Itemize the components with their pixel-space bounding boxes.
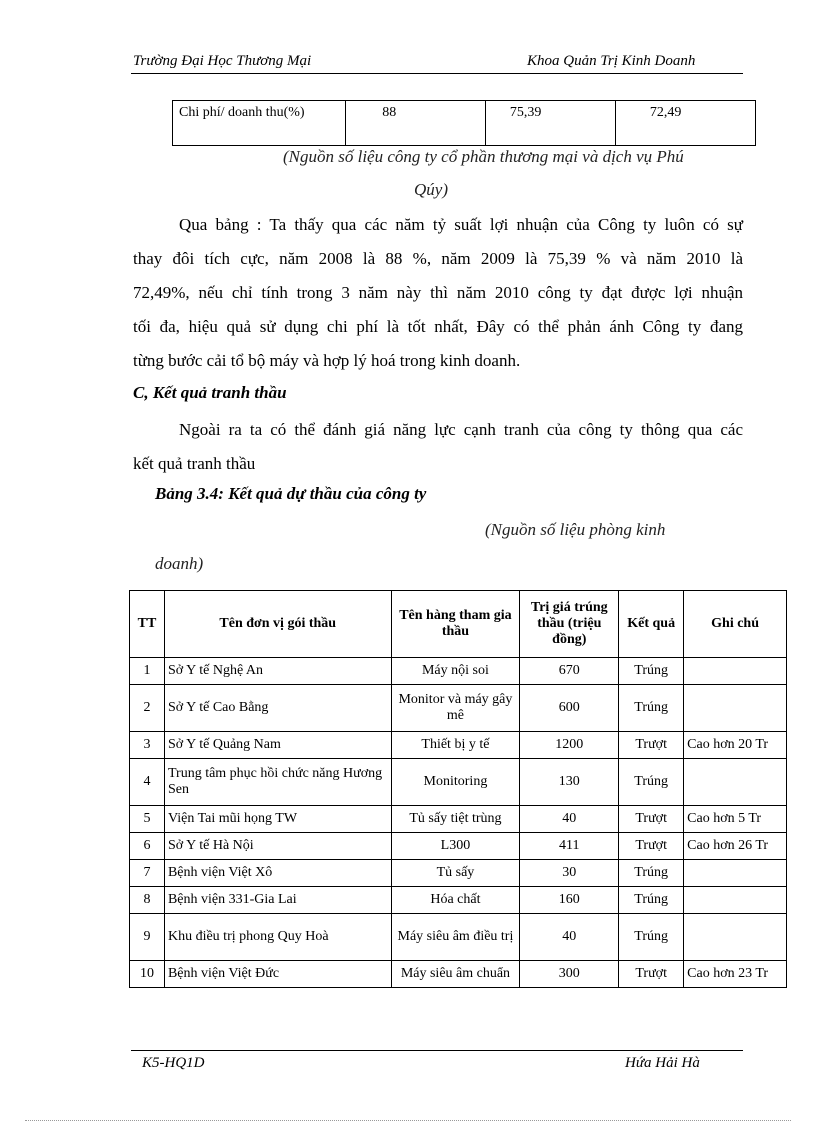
- table-row: [130, 759, 787, 806]
- column-header-note: Ghi chú: [684, 591, 787, 658]
- analysis-paragraph: [133, 208, 743, 378]
- header-school-name: Trường Đại Học Thương Mại: [133, 53, 312, 69]
- table-row: [130, 806, 787, 833]
- cell-note: [684, 914, 787, 961]
- cell-value: 600: [520, 685, 619, 732]
- table-row: [130, 833, 787, 860]
- cell-result: Trượt: [619, 961, 684, 988]
- cell-item: Thiết bị y tế: [391, 732, 520, 759]
- cell-tt: 1: [130, 658, 165, 685]
- cell-note: Cao hơn 23 Tr: [684, 961, 787, 988]
- cell-result: Trượt: [619, 833, 684, 860]
- cell-unit: Viện Tai mũi họng TW: [164, 806, 391, 833]
- cell-item: L300: [391, 833, 520, 860]
- table-cell-2010: 72,49: [615, 101, 755, 146]
- table-cell-label: Chi phí/ doanh thu(%): [173, 101, 346, 146]
- source-note-2-line2: doanh): [155, 554, 204, 573]
- cell-item: Tủ sấy: [391, 860, 520, 887]
- cell-value: 40: [520, 914, 619, 961]
- source-note-1-line1: (Nguồn số liệu công ty cổ phần thương mại và dịch vụ Phú: [283, 147, 684, 166]
- column-header-result: Kết quả: [619, 591, 684, 658]
- cell-result: Trúng: [619, 658, 684, 685]
- cell-unit: Bệnh viện 331-Gia Lai: [164, 887, 391, 914]
- cell-value: 160: [520, 887, 619, 914]
- cell-unit: Sở Y tế Nghệ An: [164, 658, 391, 685]
- cell-item: Monitoring: [391, 759, 520, 806]
- table-row: [130, 887, 787, 914]
- paragraph-line: 72,49%, nếu chỉ tính trong 3 năm này thì năm 2010 công ty đạt được lợi nhuận: [133, 283, 743, 302]
- table-row: [130, 860, 787, 887]
- cell-value: 1200: [520, 732, 619, 759]
- intro-paragraph: [133, 413, 743, 481]
- table-row: [130, 914, 787, 961]
- table-cell-2009: 75,39: [485, 101, 615, 146]
- cell-result: Trượt: [619, 732, 684, 759]
- section-heading: C, Kết quả tranh thầu: [133, 383, 287, 402]
- footer-class-code: K5-HQ1D: [142, 1055, 205, 1071]
- header-faculty-name: Khoa Quản Trị Kinh Doanh: [527, 53, 696, 69]
- cell-result: Trúng: [619, 860, 684, 887]
- cell-note: Cao hơn 5 Tr: [684, 806, 787, 833]
- cell-tt: 10: [130, 961, 165, 988]
- cell-unit: Sở Y tế Quảng Nam: [164, 732, 391, 759]
- cell-tt: 4: [130, 759, 165, 806]
- page-edge-divider: [25, 1120, 791, 1121]
- cell-result: Trúng: [619, 914, 684, 961]
- cost-revenue-table: [172, 100, 756, 146]
- cell-note: [684, 860, 787, 887]
- table-title: Bảng 3.4: Kết quả dự thầu của công ty: [155, 484, 427, 503]
- cell-item: Hóa chất: [391, 887, 520, 914]
- cell-tt: 3: [130, 732, 165, 759]
- cell-result: Trúng: [619, 887, 684, 914]
- cell-value: 130: [520, 759, 619, 806]
- cell-value: 30: [520, 860, 619, 887]
- cell-result: Trúng: [619, 685, 684, 732]
- cell-value: 670: [520, 658, 619, 685]
- paragraph-line: Ngoài ra ta có thể đánh giá năng lực cạnh tranh của công ty thông qua các: [179, 420, 743, 439]
- cell-unit: Trung tâm phục hồi chức năng Hương Sen: [164, 759, 391, 806]
- cell-item: Máy siêu âm chuẩn: [391, 961, 520, 988]
- footer-author-name: Hứa Hải Hà: [625, 1055, 700, 1071]
- cell-result: Trúng: [619, 759, 684, 806]
- cell-unit: Sở Y tế Cao Bằng: [164, 685, 391, 732]
- column-header-item: Tên hàng tham gia thầu: [391, 591, 520, 658]
- cell-tt: 6: [130, 833, 165, 860]
- cell-item: Tủ sấy tiệt trùng: [391, 806, 520, 833]
- cell-item: Máy nội soi: [391, 658, 520, 685]
- cell-unit: Bệnh viện Việt Đức: [164, 961, 391, 988]
- column-header-unit: Tên đơn vị gói thầu: [164, 591, 391, 658]
- cell-item: Máy siêu âm điều trị: [391, 914, 520, 961]
- cell-unit: Sở Y tế Hà Nội: [164, 833, 391, 860]
- paragraph-line: Qua bảng : Ta thấy qua các năm tỷ suất lợi nhuận của Công ty luôn có sự: [179, 215, 743, 234]
- cell-value: 300: [520, 961, 619, 988]
- cell-item: Monitor và máy gây mê: [391, 685, 520, 732]
- cell-value: 411: [520, 833, 619, 860]
- cell-note: [684, 685, 787, 732]
- cell-note: [684, 887, 787, 914]
- table-header-row: [130, 591, 787, 658]
- paragraph-line: kết quả tranh thầu: [133, 454, 256, 473]
- table-row: [173, 101, 756, 146]
- paragraph-line: từng bước cải tổ bộ máy và hợp lý hoá trong kinh doanh.: [133, 351, 521, 370]
- cell-note: [684, 658, 787, 685]
- cell-value: 40: [520, 806, 619, 833]
- source-note-2-line1: (Nguồn số liệu phòng kinh: [485, 520, 666, 539]
- table-row: [130, 961, 787, 988]
- table-row: [130, 732, 787, 759]
- source-note-1-line2: Qúy): [414, 180, 448, 199]
- cell-tt: 8: [130, 887, 165, 914]
- cell-note: Cao hơn 20 Tr: [684, 732, 787, 759]
- paragraph-line: tối đa, hiệu quả sử dụng chi phí là tốt nhất, Đây có thể phản ánh Công ty đang: [133, 317, 743, 336]
- table-row: [130, 685, 787, 732]
- cell-note: Cao hơn 26 Tr: [684, 833, 787, 860]
- cell-tt: 7: [130, 860, 165, 887]
- cell-tt: 2: [130, 685, 165, 732]
- cell-unit: Khu điều trị phong Quy Hoà: [164, 914, 391, 961]
- bid-results-table: [129, 590, 787, 988]
- footer-divider: [131, 1050, 743, 1051]
- cell-tt: 5: [130, 806, 165, 833]
- table-cell-2008: 88: [346, 101, 486, 146]
- paragraph-line: thay đôi tích cực, năm 2008 là 88 %, năm 2009 là 75,39 % và năm 2010 là: [133, 249, 743, 268]
- column-header-value: Trị giá trúng thầu (triệu đồng): [520, 591, 619, 658]
- cell-unit: Bệnh viện Việt Xô: [164, 860, 391, 887]
- cell-tt: 9: [130, 914, 165, 961]
- cell-result: Trượt: [619, 806, 684, 833]
- cell-note: [684, 759, 787, 806]
- column-header-tt: TT: [130, 591, 165, 658]
- header-divider: [131, 73, 743, 74]
- table-row: [130, 658, 787, 685]
